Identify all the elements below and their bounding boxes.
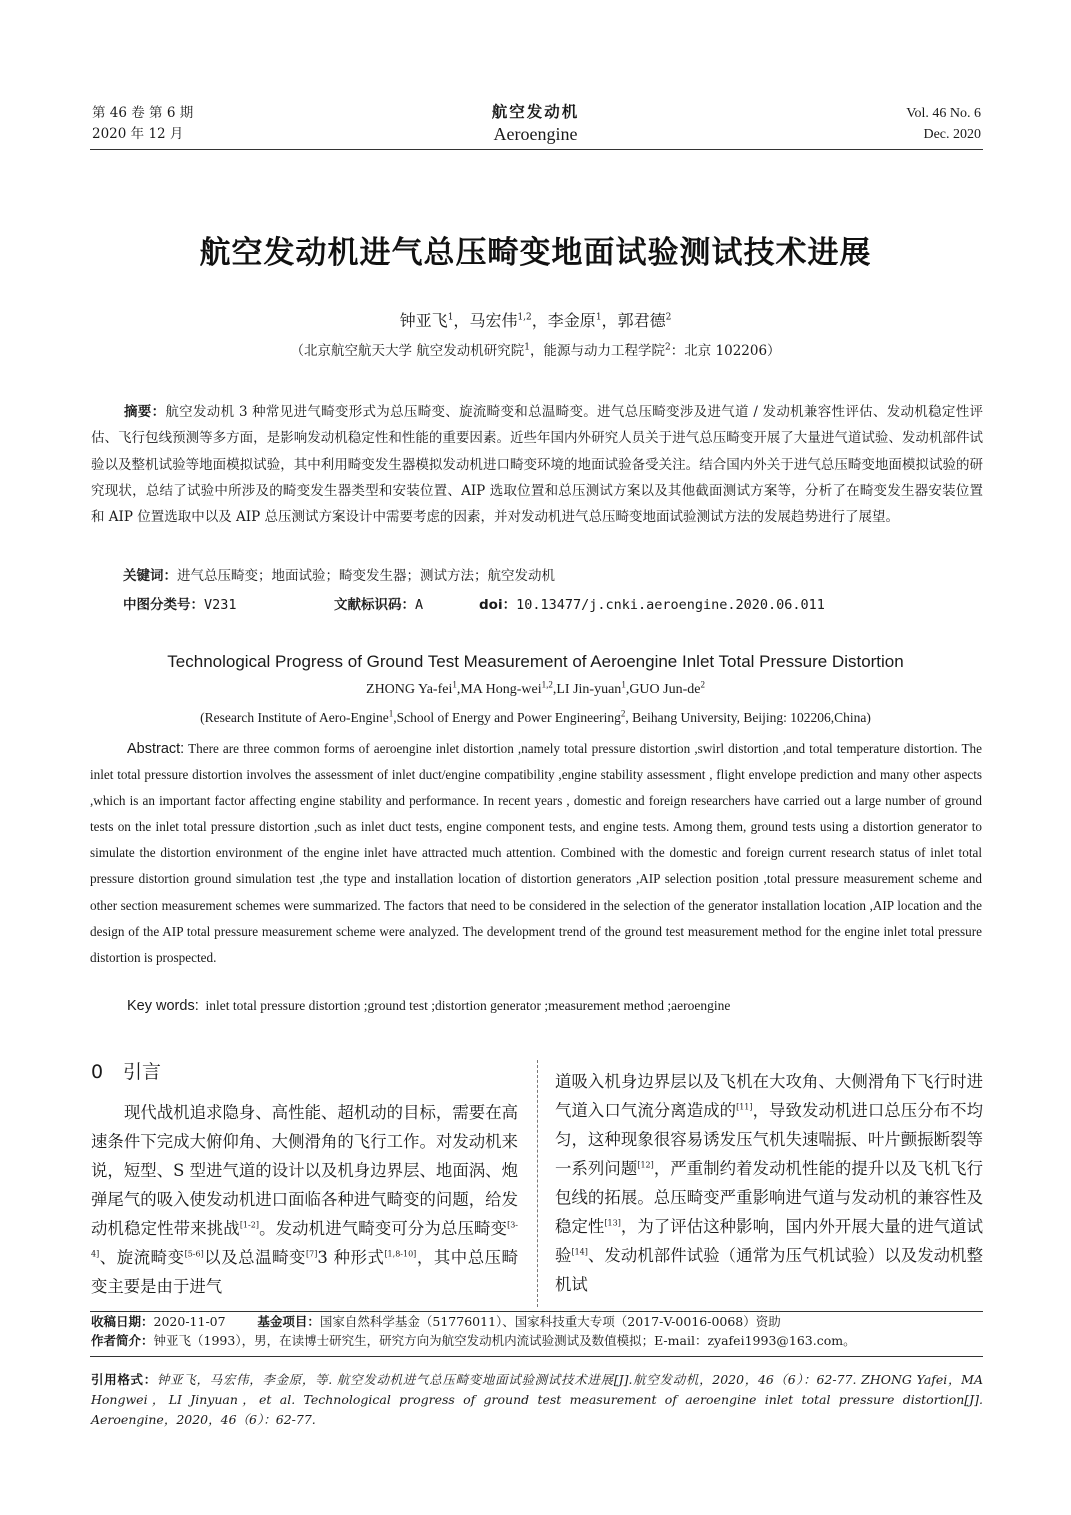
- body-text: ，其中总压畸变主要是由于进气: [91, 1248, 519, 1296]
- paper-title-en: Technological Progress of Ground Test Measurement of Aeroengine Inlet Total Pressure Distortion: [167, 652, 904, 671]
- fund-label: 基金项目：: [257, 1314, 320, 1329]
- affiliation-en-part: ,School of Energy and Power Engineering: [393, 710, 621, 725]
- body-column-right: [555, 1067, 983, 1299]
- date-en: Dec. 2020: [923, 127, 981, 142]
- doc-code-value: A: [415, 597, 424, 613]
- affil-mark: 1: [388, 708, 394, 719]
- doi-label: doi：: [479, 597, 517, 613]
- section-title: 引言: [123, 1061, 162, 1083]
- received-label: 收稿日期：: [91, 1314, 154, 1329]
- keywords-en-label: Key words:: [127, 998, 199, 1014]
- footnote-author: [91, 1331, 983, 1350]
- body-text: 以及总温畸变: [203, 1248, 307, 1267]
- author-list-en: ZHONG Ya-fei$^1$,MA Hong-wei$^{1,2}$,LI Jin-yuan$^1$,GUO Jun-$de^2$: [366, 679, 705, 697]
- volume-issue-en: Vol. 46 No. 6: [906, 106, 981, 121]
- doc-code-label: 文献标识码：: [334, 597, 415, 613]
- section-number: 0: [91, 1061, 104, 1083]
- citation-label: 引用格式：: [91, 1372, 157, 1387]
- body-column-left: [91, 1098, 518, 1301]
- body-text: 3 种形式: [317, 1248, 385, 1267]
- abstract-en: [90, 736, 982, 971]
- affil-mark: 2: [664, 342, 671, 353]
- author-affil-mark: 1: [452, 679, 457, 690]
- author-name-en: MA Hong-wei: [460, 682, 542, 697]
- author-affil-mark: 1: [447, 312, 454, 323]
- header-rule: [90, 149, 983, 150]
- author-affil-mark: 2: [665, 312, 672, 323]
- citation-ref[interactable]: [14]: [571, 1247, 588, 1257]
- author-affil-mark: 1: [621, 679, 626, 690]
- affiliation: [0, 339, 1071, 359]
- citation-ref[interactable]: [1-2]: [239, 1220, 259, 1230]
- paper-title: 航空发动机进气总压畸变地面试验测试技术进展: [199, 235, 872, 271]
- citation-ref[interactable]: [11]: [736, 1102, 753, 1112]
- author-name: 马宏伟: [469, 311, 518, 330]
- citation-ref[interactable]: [1,8-10]: [384, 1249, 417, 1259]
- author-name: 郭君德: [617, 311, 666, 330]
- issue-info-en: [906, 103, 981, 145]
- column-divider: [537, 1060, 538, 1307]
- citation-ref[interactable]: [3-4]: [91, 1220, 519, 1259]
- keywords-cn-text: 进气总压畸变；地面试验；畸变发生器；测试方法；航空发动机: [177, 568, 555, 584]
- author-affil-mark: 1,2: [517, 312, 532, 323]
- body-text: ，为了评估这种影响，国内外开展大量的进气道试验: [555, 1217, 983, 1265]
- affiliation-en-part: , Beihang University, Beijing: 102206,China): [625, 710, 871, 725]
- clc-label: 中图分类号：: [123, 597, 204, 613]
- abstract-cn-label: 摘要：: [124, 404, 166, 420]
- body-text: 。发动机进气畸变可分为总压畸变: [258, 1219, 508, 1238]
- affil-mark: 1: [524, 342, 530, 353]
- volume-issue-cn: 第 46 卷 第 6 期: [92, 105, 194, 121]
- citation-ref[interactable]: [12]: [637, 1160, 654, 1170]
- abstract-en-label: Abstract:: [127, 741, 185, 757]
- citation-rule: [90, 1356, 983, 1357]
- author-name-en: GUO Jun-de: [629, 682, 701, 697]
- affil-mark: 2: [620, 708, 626, 719]
- author-name-en: LI Jin-yuan: [556, 682, 622, 697]
- keywords-en: [127, 998, 730, 1014]
- journal-name-en: Aeroengine: [493, 124, 578, 144]
- body-text: ，严重制约着发动机性能的提升以及飞机飞行包线的拓展。总压畸变严重影响进气道与发动机的兼容性及稳定性: [555, 1159, 984, 1236]
- body-text: 道吸入机身边界层以及飞机在大攻角、大侧滑角下飞行时进气道入口气流分离造成的: [555, 1072, 983, 1120]
- date-cn: 2020 年 12 月: [92, 126, 184, 142]
- abstract-cn-text: 航空发动机 3 种常见进气畸变形式为总压畸变、旋流畸变和总温畸变。进气总压畸变涉及进气道 / 发动机兼容性评估、发动机稳定性评估、飞行包线预测等多方面，是影响发动机稳定性和性能的重要因素。近些年国内外研究人员关于进气总压畸变开展了大量进气道试验、发动机部件试验以及整机试验等地面模拟试验，其中利用畸变发生器模拟发动机进口畸变环境的地面试验备受关注。结合国内外关于进气总压畸变地面模拟试验的研究现状，总结了试验中所涉及的畸变发生器类型和安装位置、AIP 选取位置和总压测试方案以及其他截面测试方案等，分析了在畸变发生器安装位置和 AIP 位置选取中以及 AIP 总压测试方案设计中需要考虑的因素，并对发动机进气总压畸变地面试验测试方法的发展趋势进行了展望。: [91, 404, 983, 526]
- affiliation-en: [0, 710, 1071, 726]
- body-text: ，导致发动机进口总压分布不均匀，这种现象很容易诱发压气机失速喘振、叶片颤振断裂等一系列问题: [555, 1101, 983, 1178]
- doi-value[interactable]: 10.13477/j.cnki.aeroengine.2020.06.011: [516, 597, 825, 613]
- author-bio-value: 钟亚飞（1993），男，在读博士研究生，研究方向为航空发动机内流试验测试及数值模拟；E-mail：zyafei1993@163.com。: [153, 1333, 856, 1348]
- citation-ref[interactable]: [5-6]: [184, 1249, 204, 1259]
- affiliation-part: （北京航空航天大学 航空发动机研究院: [290, 343, 525, 359]
- abstract-cn: [91, 399, 983, 530]
- citation-text: 钟亚飞，马宏伟，李金原，等. 航空发动机进气总压畸变地面试验测试技术进展[J].航空发动机，2020，46（6）：62-77. ZHONG Yafei，MA Hongwei，LI Jinyuan，et al. Technological progress of ground test measurement of aeroengine inlet total pressure distortion[J]. Aeroengine，2020，46（6）：62-77.: [91, 1372, 983, 1427]
- clc-value: V231: [204, 597, 237, 613]
- affiliation-part: ：北京 102206）: [670, 343, 781, 359]
- journal-name-cn: 航空发动机: [491, 103, 580, 121]
- body-text: 、发动机部件试验（通常为压气机试验）以及发动机整机试: [555, 1246, 984, 1294]
- author-list: 钟亚飞$^1$，马宏伟$^{1,2}$，李金原$^1$，郭君德$^2$: [399, 311, 672, 330]
- author-name: 李金原: [547, 311, 596, 330]
- body-text: 、旋流畸变: [99, 1248, 185, 1267]
- section-heading: [91, 1057, 161, 1084]
- affiliation-en-part: (Research Institute of Aero-Engine: [200, 710, 389, 725]
- affiliation-part: ，能源与动力工程学院: [529, 343, 665, 359]
- footnote-dates-fund: [91, 1312, 983, 1331]
- citation-ref[interactable]: [13]: [604, 1218, 621, 1228]
- author-affil-mark: 2: [700, 679, 705, 690]
- author-affil-mark: 1: [595, 312, 602, 323]
- keywords-cn: [123, 564, 555, 584]
- citation-format: [91, 1370, 983, 1430]
- body-text: 现代战机追求隐身、高性能、超机动的目标，需要在高速条件下完成大俯仰角、大侧滑角的飞行工作。对发动机来说，短型、S 型进气道的设计以及机身边界层、地面涡、炮弹尾气的吸入使发动机进口面临各种进气畸变的问题，给发动机稳定性带来挑战: [91, 1103, 518, 1238]
- author-affil-mark: 1,2: [541, 679, 553, 690]
- keywords-cn-label: 关键词：: [123, 568, 177, 584]
- author-name: 钟亚飞: [399, 311, 448, 330]
- fund-value: 国家自然科学基金（51776011）、国家科技重大专项（2017-V-0016-0068）资助: [319, 1314, 781, 1329]
- received-date: 2020-11-07: [153, 1314, 226, 1329]
- abstract-en-text: There are three common forms of aeroengine inlet distortion ,namely total pressure distortion ,swirl distortion ,and total temperature distortion. The inlet total pressure distortion involves the assessment of inlet duct/engine compatibility ,engine stability assessment , flight envelope prediction and many other aspects ,which is an important factor affecting engine stability and performance. In recent years , domestic and foreign researchers have carried out a large number of ground tests on the inlet total pressure distortion ,such as inlet duct tests, engine component tests, and engine tests. Among them, ground tests using a distortion generator to simulate the distortion environment of the engine inlet have attracted much attention. Combined with the domestic and foreign current research status of inlet total pressure distortion ground simulation test ,the type and installation location of distortion generators ,AIP selection position ,total pressure measurement scheme and other section measurement schemes were summarized. The factors that need to be considered in the selection of the generator installation location ,AIP location and the design of the AIP total pressure measurement scheme were analyzed. The development trend of the ground test measurement method for the engine inlet total pressure distortion is prospected.: [90, 741, 982, 965]
- keywords-en-text: inlet total pressure distortion ;ground test ;distortion generator ;measurement method ;aeroengine: [205, 998, 731, 1013]
- citation-ref[interactable]: [7]: [306, 1249, 318, 1259]
- author-bio-label: 作者简介：: [91, 1333, 154, 1348]
- author-name-en: ZHONG Ya-fei: [366, 682, 453, 697]
